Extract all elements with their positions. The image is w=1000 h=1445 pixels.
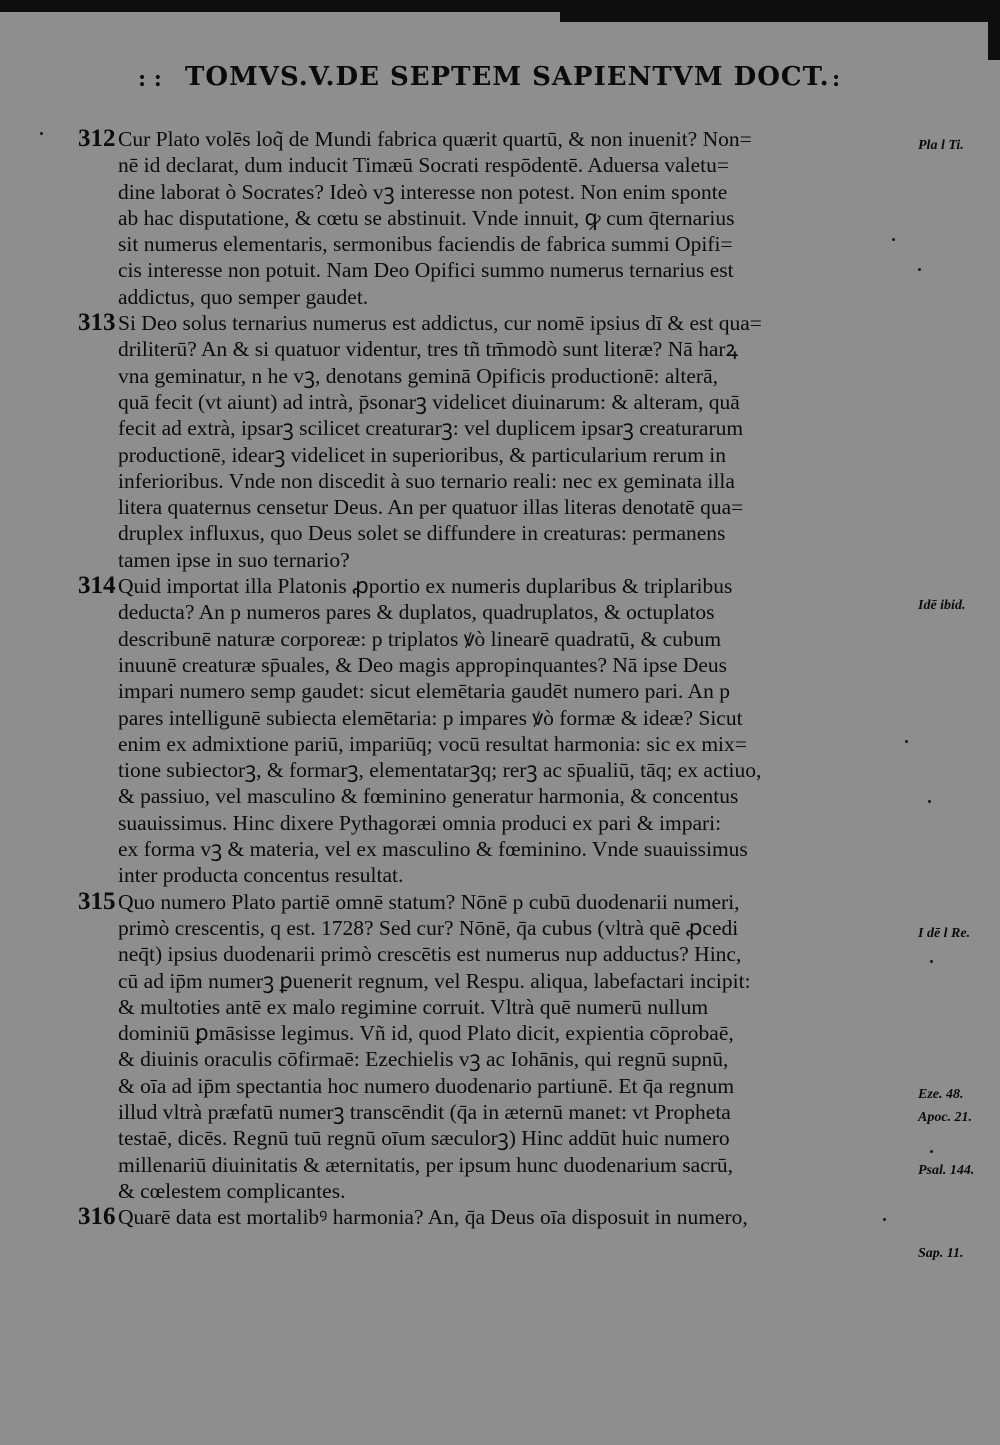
margin-note-psalm: Psal. 144. [918, 1163, 975, 1178]
margin-note-wisdom: Sap. 11. [918, 1246, 964, 1261]
scan-top-border-notch [560, 12, 1000, 22]
margin-note-ibid: Idē ibid. [918, 598, 966, 613]
entry-text: Quo numero Plato partiē omnē statum? Nōnē p cubū duodenarii numeri, primò crescentis, q est. 1728? Sed cur? Nōnē, q̄a cubus (vltrà quē ꝓcedi neq̄t) ipsius duodenarii primò crescētis est numerus nup adductus? Hinc, cū ad ip̄m numerꝫ ꝑuenerit regnum, vel Respu. aliqua, labefactari incipit: & multoties antē ex malo regimine corruit. Vltrà quē numerū nullum dominiū ꝑmāsisse legimus. Vñ id, quod Plato dicit, expientia cōprobaē, & diuinis oraculis cōfirmaē: Ezechielis vꝫ ac Iohānis, qui regnū supnū, & oīa ad ip̄m spectantia hoc numero duodenario partiunē. Et q̄a regnum illud vltrà præfatū numerꝫ transcēndit (q̄a in æternū manet: vt Propheta testaē, dicēs. Regnū tuū regnū oīum sæculorꝫ) Hinc addūt huic numero millenariū diuinitatis & æternitatis, per ipsum hunc duodenarium sacrū, & cœlestem complicantes. [118, 889, 751, 1203]
entry-316 [78, 1204, 908, 1230]
entry-number: 312 [78, 125, 116, 152]
entry-314 [78, 573, 908, 889]
entry-313 [78, 310, 908, 573]
scan-speck [892, 238, 895, 241]
entry-312 [78, 126, 908, 310]
entry-number: 313 [78, 309, 116, 337]
scan-top-border [0, 0, 1000, 12]
scan-speck [928, 800, 931, 803]
scan-speck [905, 740, 908, 743]
margin-note-apocalypse: Apoc. 21. [918, 1110, 973, 1125]
entry-text: Quid importat illa Platonis ꝓportio ex numeris duplaribus & triplaribus deducta? An p numeros pares & duplatos, quadruplatos, & octuplatos describunē naturæ corporeæ: p triplatos ꝟò linearē quadratū, & cubum inuunē creaturæ sp̄uales, & Deo magis appropinquantes? Nā ipse Deus impari numero semp gaudet: sicut elemētaria gaudēt numero pari. An p pares intelligunē subiecta elemētaria: p impares ꝟò formæ & ideæ? Sicut enim ex admixtione pariū, impariūq; vocū resultat harmonia: sic ex mix= tione subiectorꝫ, & formarꝫ, elementatarꝫq; rerꝫ ac sp̄ualiū, tāq; ex actiuo, & passiuo, vel masculino & fœminino generatur harmonia, & concentus suauissimus. Hinc dixere Pythagoræi omnia produci ex pari & impari: ex forma vꝫ & materia, vel ex masculino & fœminino. Vnde suauissimus inter producta concentus resultat. [118, 574, 762, 888]
entry-text: Cur Plato volēs loq̃ de Mundi fabrica quærit quartū, & non inuenit? Non= nē id declarat, dum inducit Timæū Socrati respōdentē. Aduersa valetu= dine laborat ò Socrates? Ideò vꝫ interesse non potest. Non enim sponte ab hac disputatione, & cœtu se abstinuit. Vnde innuit, ꝙ cum q̄ternarius sit numerus elementaris, sermonibus faciendis de fabrica summi Opifi= cis interesse non potuit. Nam Deo Opifici summo numerus ternarius est addictus, quo semper gaudet. [118, 127, 752, 309]
scan-speck [883, 1218, 886, 1221]
entry-text: Quarē data est mortalibꝰ harmonia? An, q̄a Deus oīa disposuit in numero, [118, 1205, 748, 1230]
margin-note-republic: I dē l Re. [918, 926, 971, 941]
margin-note-ezekiel: Eze. 48. [918, 1087, 964, 1102]
running-head-right-mark: : [832, 66, 841, 92]
main-text-column [78, 126, 908, 1230]
entry-number: 314 [78, 572, 116, 600]
scan-speck [930, 1150, 933, 1153]
margin-note-timaeus: Pla l Ti. [918, 138, 964, 153]
running-head-title: TOMVS.V.DE SEPTEM SAPIENTVM DOCT. [185, 62, 830, 92]
entry-315 [78, 889, 908, 1205]
entry-text: Si Deo solus ternarius numerus est addictus, cur nomē ipsius dī & est qua= driliterū? An & si quatuor videntur, tres tñ tm̄modò sunt literæ? Nā harꝝ vna geminatur, n he vꝫ, denotans geminā Opificis productionē: alterā, quā fecit (vt aiunt) ad intrà, p̄sonarꝫ videlicet diuinarum: & alteram, quā fecit ad extrà, ipsarꝫ scilicet creaturarꝫ: vel duplicem ipsarꝫ creaturarum productionē, idearꝫ videlicet in superioribus, & particularium rerum in inferioribus. Vnde non discedit à suo ternario reali: nec ex geminata illa litera quaternus censetur Deus. An per quatuor illas literas denotatē qua= druplex influxus, quo Deus solet se diffundere in creaturas: permanens tamen ipse in suo ternario? [118, 311, 762, 572]
scan-speck [918, 268, 921, 271]
scan-right-edge [988, 0, 1000, 60]
entry-number: 316 [78, 1203, 116, 1231]
scan-speck [40, 132, 43, 135]
entry-number: 315 [78, 887, 116, 915]
scan-speck [930, 960, 933, 963]
running-head-left-mark: : : [138, 66, 162, 92]
